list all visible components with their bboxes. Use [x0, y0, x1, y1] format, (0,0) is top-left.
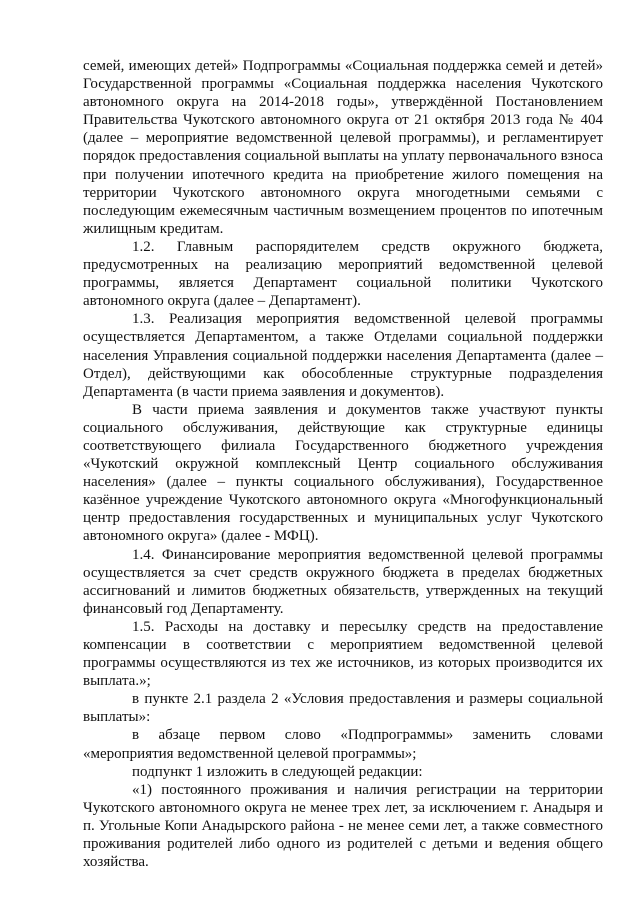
paragraph-intro-continuation: семей, имеющих детей» Подпрограммы «Социальная поддержка семей и детей» Государственной программы «Социальная поддержка населения Чукотского автономного округа на 2014-2018 годы», утверждённой Постановлением Правительства Чукотского автономного округа от 21 октября 2013 года № 404 (далее – мероприятие ведомственной целевой программы), и регламентирует порядок предоставления социальной выплаты на уплату первоначального взноса при получении ипотечного кредита на приобретение жилого помещения на территории Чукотского автономного округа многодетными семьями с последующим ежемесячным частичным возмещением процентов по ипотечным жилищным кредитам.: [83, 58, 603, 237]
paragraph-1-4: 1.4. Финансирование мероприятия ведомственной целевой программы осуществляется за счет средств окружного бюджета в пределах бюджетных ассигнований и лимитов бюджетных обязательств, утвержденных на текущий финансовый год Департаменту.: [83, 546, 603, 617]
paragraph-1-2: 1.2. Главным распорядителем средств окружного бюджета, предусмотренных на реализацию мероприятий ведомственной целевой программы, является Департамент социальной политики Чукотского автономного округа (далее – Департамент).: [83, 238, 603, 310]
paragraph-1-3: 1.3. Реализация мероприятия ведомственной целевой программы осуществляется Департаментом, а также Отделами социальной поддержки населения Управления социальной поддержки населения Департамента (далее – Отдел), действующими как обособленные структурные подразделения Департамента (в части приема заявления и документов).: [83, 311, 603, 400]
paragraph-clause-2-1: в пункте 2.1 раздела 2 «Условия предоставления и размеры социальной выплаты»:: [83, 691, 603, 726]
paragraph-1-5: 1.5. Расходы на доставку и пересылку средств на предоставление компенсации в соответствии с мероприятием ведомственной целевой программы осуществляются из тех же источников, из которых производится их выплата.»;: [83, 618, 603, 690]
paragraph-1-3-reception: В части приема заявления и документов также участвуют пункты социального обслуживания, действующие как структурные единицы соответствующего филиала Государственного бюджетного учреждения «Чукотский окружной комплексный Центр социального обслуживания населения» (далее – пункты социального обслуживания), Государственное казённое учреждение Чукотского автономного округа «Многофункциональный центр предоставления государственных и муниципальных услуг Чукотского автономного округа» (далее - МФЦ).: [83, 401, 603, 545]
paragraph-subclause-1-text: «1) постоянного проживания и наличия регистрации на территории Чукотского автономного округа не менее трех лет, за исключением г. Анадыря и п. Угольные Копи Анадырского района - не менее семи лет, а также совместного проживания родителей либо одного из родителей с детьми и ведения общего хозяйства.: [83, 781, 603, 871]
paragraph-first-subparagraph: в абзаце первом слово «Подпрограммы» заменить словами «мероприятия ведомственной целевой программы»;: [83, 727, 603, 762]
document-page: [83, 57, 603, 871]
paragraph-subclause-1-intro: подпункт 1 изложить в следующей редакции:: [132, 763, 423, 780]
